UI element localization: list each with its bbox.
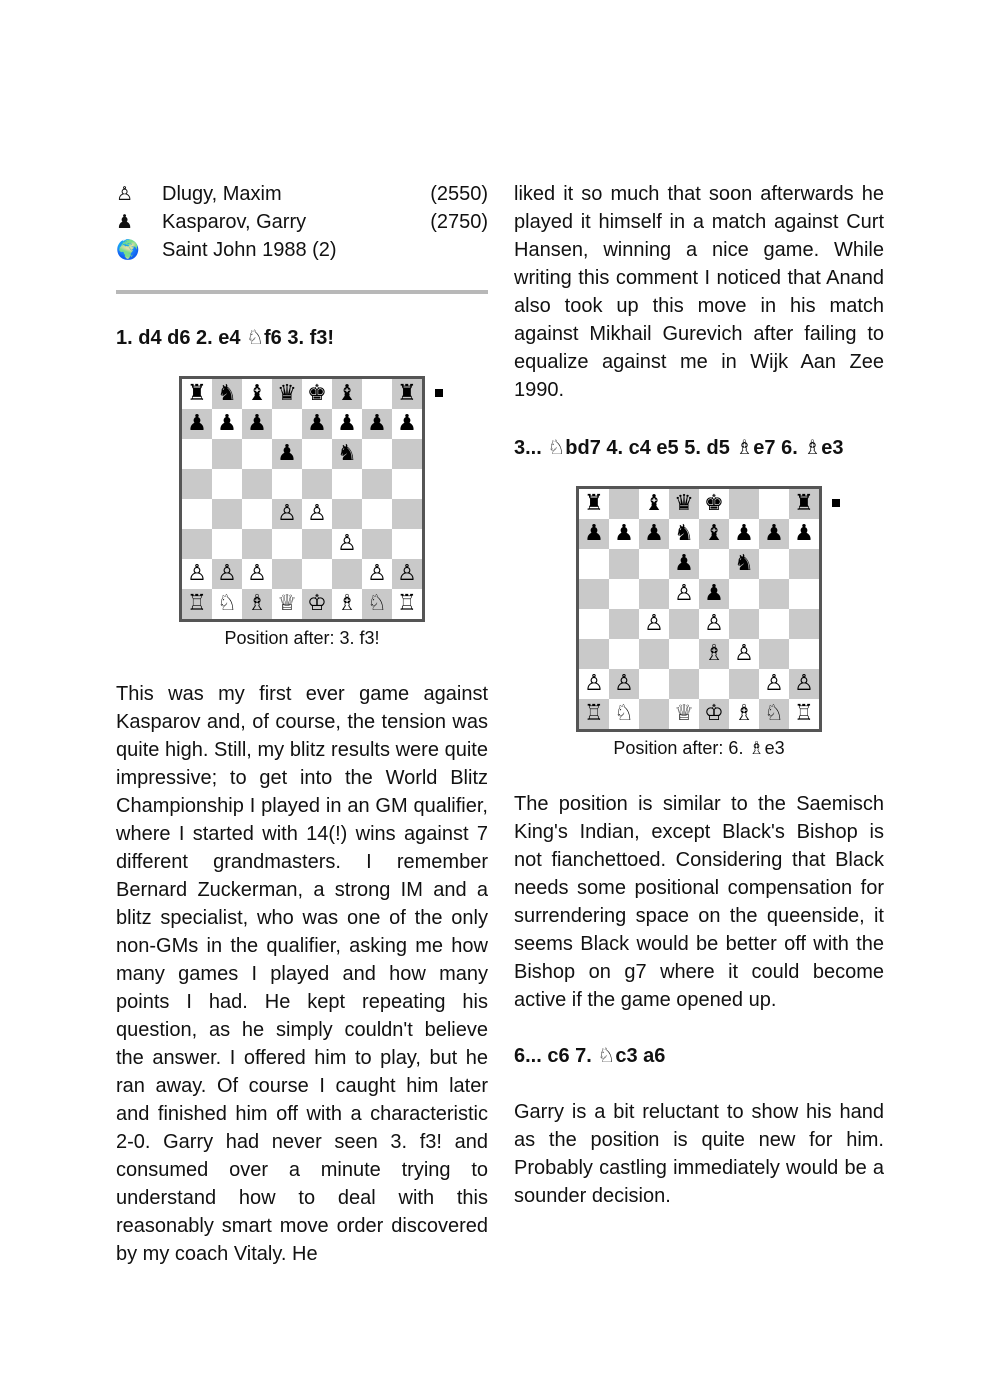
square-a7 xyxy=(182,409,212,439)
square-h1 xyxy=(789,699,819,729)
black-pawn-icon: ♟ xyxy=(116,211,134,233)
chess-piece: ♗ xyxy=(247,591,267,616)
chess-piece: ♗ xyxy=(337,591,357,616)
square-e7 xyxy=(699,519,729,549)
square-f6 xyxy=(729,549,759,579)
square-c1 xyxy=(639,699,669,729)
square-e5 xyxy=(699,579,729,609)
chess-piece: ♘ xyxy=(217,591,237,616)
square-b8 xyxy=(212,379,242,409)
chess-piece: ♜ xyxy=(187,381,207,406)
chess-piece: ♝ xyxy=(247,381,267,406)
square-d5 xyxy=(272,469,302,499)
square-d4 xyxy=(669,609,699,639)
square-c3 xyxy=(242,529,272,559)
header-separator xyxy=(116,290,488,294)
black-player-name: Kasparov, Garry xyxy=(162,211,307,233)
square-f6 xyxy=(332,439,362,469)
square-d1 xyxy=(669,699,699,729)
chess-piece: ♘ xyxy=(764,701,784,726)
square-c8 xyxy=(242,379,272,409)
square-b3 xyxy=(609,639,639,669)
chess-piece: ♟ xyxy=(674,551,694,576)
square-e7 xyxy=(302,409,332,439)
chess-piece: ♙ xyxy=(734,641,754,666)
square-g8 xyxy=(362,379,392,409)
chess-piece: ♙ xyxy=(217,561,237,586)
chess-piece: ♟ xyxy=(614,521,634,546)
square-c6 xyxy=(639,549,669,579)
black-to-move-marker xyxy=(832,499,840,507)
square-f1 xyxy=(332,589,362,619)
chess-piece: ♙ xyxy=(247,561,267,586)
chess-piece: ♙ xyxy=(764,671,784,696)
chess-piece: ♚ xyxy=(307,381,327,406)
chess-piece: ♙ xyxy=(367,561,387,586)
square-b5 xyxy=(212,469,242,499)
square-f2 xyxy=(729,669,759,699)
diagram-2 xyxy=(576,486,822,732)
chess-piece: ♛ xyxy=(674,491,694,516)
chess-piece: ♙ xyxy=(337,531,357,556)
square-g2 xyxy=(759,669,789,699)
square-c6 xyxy=(242,439,272,469)
square-a6 xyxy=(182,439,212,469)
chess-piece: ♔ xyxy=(704,701,724,726)
square-g6 xyxy=(759,549,789,579)
chess-piece: ♟ xyxy=(307,411,327,436)
square-b2 xyxy=(212,559,242,589)
square-g2 xyxy=(362,559,392,589)
square-b6 xyxy=(609,549,639,579)
square-a4 xyxy=(182,499,212,529)
square-g8 xyxy=(759,489,789,519)
square-a7 xyxy=(579,519,609,549)
square-h2 xyxy=(392,559,422,589)
event-name: Saint John 1988 (2) xyxy=(162,239,337,261)
square-a8 xyxy=(579,489,609,519)
square-e5 xyxy=(302,469,332,499)
square-c3 xyxy=(639,639,669,669)
chess-piece: ♙ xyxy=(397,561,417,586)
square-c4 xyxy=(242,499,272,529)
chess-piece: ♟ xyxy=(397,411,417,436)
paragraph-right-1: liked it so much that soon afterwards he played it himself in a match against Curt Hansen, winning a nice game. While writing this comment I noticed that Anand also took up this move in his match against Mikhail Gurevich after failing to equalize against me in Wijk Aan Zee 1990. xyxy=(514,183,884,401)
square-g3 xyxy=(362,529,392,559)
square-f1 xyxy=(729,699,759,729)
square-g5 xyxy=(362,469,392,499)
square-g4 xyxy=(759,609,789,639)
globe-icon: 🌍 xyxy=(116,239,140,261)
square-g7 xyxy=(362,409,392,439)
move-line-2: 3... ♘bd7 4. c4 e5 5. d5 ♗e7 6. ♗e3 xyxy=(514,437,844,459)
square-f7 xyxy=(332,409,362,439)
chess-board-2 xyxy=(576,486,822,732)
chess-piece: ♟ xyxy=(734,521,754,546)
square-b7 xyxy=(212,409,242,439)
square-a6 xyxy=(579,549,609,579)
square-d1 xyxy=(272,589,302,619)
white-player-name: Dlugy, Maxim xyxy=(162,183,282,205)
chess-piece: ♙ xyxy=(584,671,604,696)
square-f3 xyxy=(729,639,759,669)
chess-piece: ♙ xyxy=(307,501,327,526)
chess-piece: ♗ xyxy=(734,701,754,726)
square-g3 xyxy=(759,639,789,669)
square-g1 xyxy=(759,699,789,729)
square-e1 xyxy=(302,589,332,619)
square-g7 xyxy=(759,519,789,549)
chess-piece: ♙ xyxy=(187,561,207,586)
square-h1 xyxy=(392,589,422,619)
chess-piece: ♖ xyxy=(397,591,417,616)
square-h7 xyxy=(789,519,819,549)
square-d2 xyxy=(272,559,302,589)
square-f4 xyxy=(729,609,759,639)
square-g6 xyxy=(362,439,392,469)
chess-piece: ♞ xyxy=(217,381,237,406)
square-h5 xyxy=(789,579,819,609)
square-c5 xyxy=(242,469,272,499)
square-d3 xyxy=(669,639,699,669)
square-a4 xyxy=(579,609,609,639)
square-a2 xyxy=(579,669,609,699)
chess-piece: ♞ xyxy=(734,551,754,576)
square-f3 xyxy=(332,529,362,559)
square-c5 xyxy=(639,579,669,609)
chess-piece: ♔ xyxy=(307,591,327,616)
square-h3 xyxy=(392,529,422,559)
square-d6 xyxy=(272,439,302,469)
square-c4 xyxy=(639,609,669,639)
square-c1 xyxy=(242,589,272,619)
square-b2 xyxy=(609,669,639,699)
chess-piece: ♟ xyxy=(247,411,267,436)
square-a3 xyxy=(182,529,212,559)
chess-piece: ♞ xyxy=(337,441,357,466)
square-d8 xyxy=(669,489,699,519)
square-e8 xyxy=(302,379,332,409)
square-d4 xyxy=(272,499,302,529)
square-e3 xyxy=(699,639,729,669)
diagram-1-caption: Position after: 3. f3! xyxy=(224,628,380,648)
chess-piece: ♝ xyxy=(704,521,724,546)
square-d8 xyxy=(272,379,302,409)
chess-piece: ♙ xyxy=(277,501,297,526)
black-player-elo: (2750) xyxy=(430,211,488,233)
square-f7 xyxy=(729,519,759,549)
square-b5 xyxy=(609,579,639,609)
black-to-move-marker xyxy=(435,389,443,397)
chess-piece: ♜ xyxy=(397,381,417,406)
chess-piece: ♟ xyxy=(337,411,357,436)
right-column xyxy=(514,180,884,1210)
square-e2 xyxy=(302,559,332,589)
square-d5 xyxy=(669,579,699,609)
square-a5 xyxy=(182,469,212,499)
chess-piece: ♟ xyxy=(217,411,237,436)
chess-piece: ♘ xyxy=(614,701,634,726)
chess-board-1 xyxy=(179,376,425,622)
square-a8 xyxy=(182,379,212,409)
chess-piece: ♖ xyxy=(794,701,814,726)
chess-piece: ♟ xyxy=(644,521,664,546)
square-d2 xyxy=(669,669,699,699)
square-f8 xyxy=(729,489,759,519)
chess-piece: ♟ xyxy=(187,411,207,436)
chess-piece: ♟ xyxy=(794,521,814,546)
chess-piece: ♙ xyxy=(794,671,814,696)
chess-piece: ♙ xyxy=(674,581,694,606)
square-f2 xyxy=(332,559,362,589)
chess-piece: ♖ xyxy=(584,701,604,726)
square-h2 xyxy=(789,669,819,699)
chess-piece: ♙ xyxy=(614,671,634,696)
square-b8 xyxy=(609,489,639,519)
square-b1 xyxy=(212,589,242,619)
chess-piece: ♘ xyxy=(367,591,387,616)
square-c7 xyxy=(242,409,272,439)
chess-piece: ♙ xyxy=(704,611,724,636)
square-h4 xyxy=(392,499,422,529)
square-a3 xyxy=(579,639,609,669)
square-h8 xyxy=(789,489,819,519)
chess-piece: ♙ xyxy=(644,611,664,636)
diagram-1 xyxy=(179,376,425,622)
chess-piece: ♟ xyxy=(584,521,604,546)
square-d7 xyxy=(272,409,302,439)
square-g4 xyxy=(362,499,392,529)
chess-piece: ♝ xyxy=(337,381,357,406)
white-player-elo: (2550) xyxy=(430,183,488,205)
chess-piece: ♟ xyxy=(704,581,724,606)
square-e3 xyxy=(302,529,332,559)
square-e4 xyxy=(302,499,332,529)
square-g5 xyxy=(759,579,789,609)
square-c2 xyxy=(639,669,669,699)
square-d7 xyxy=(669,519,699,549)
square-a5 xyxy=(579,579,609,609)
square-h4 xyxy=(789,609,819,639)
left-column xyxy=(116,180,488,1268)
move-line-3: 6... c6 7. ♘c3 a6 xyxy=(514,1045,666,1067)
black-player-row xyxy=(116,208,488,236)
chess-piece: ♚ xyxy=(704,491,724,516)
event-row xyxy=(116,236,488,264)
chess-piece: ♕ xyxy=(674,701,694,726)
square-e4 xyxy=(699,609,729,639)
square-f5 xyxy=(729,579,759,609)
square-c7 xyxy=(639,519,669,549)
chess-piece: ♟ xyxy=(367,411,387,436)
white-pawn-icon: ♙ xyxy=(116,183,134,205)
square-d3 xyxy=(272,529,302,559)
square-h3 xyxy=(789,639,819,669)
square-h5 xyxy=(392,469,422,499)
chess-piece: ♖ xyxy=(187,591,207,616)
chess-piece: ♜ xyxy=(584,491,604,516)
square-e8 xyxy=(699,489,729,519)
chess-piece: ♞ xyxy=(674,521,694,546)
square-f8 xyxy=(332,379,362,409)
chess-piece: ♗ xyxy=(704,641,724,666)
square-h8 xyxy=(392,379,422,409)
chess-piece: ♛ xyxy=(277,381,297,406)
square-h6 xyxy=(789,549,819,579)
square-g1 xyxy=(362,589,392,619)
square-a2 xyxy=(182,559,212,589)
square-f4 xyxy=(332,499,362,529)
paragraph-left-1: This was my first ever game against Kasparov and, of course, the tension was quite high. Still, my blitz results were quite impressive; to get into the World Blitz Championship I played in an GM qualifier, where I started with 14(!) wins against 7 different grandmasters. I remember Bernard Zuckerman, a strong IM and a blitz specialist, who was one of the only non-GMs in the qualifier, asking me how many games I played and how many points I had. He kept repeating his question, as he simply couldn't believe the answer. I offered him to play, but he ran away. Of course I caught him later and finished him off with a characteristic 2-0. Garry had never seen 3. f3! and consumed over a minute trying to understand how to deal with this reasonably smart move order discovered by my coach Vitaly. He xyxy=(116,683,488,1265)
square-c8 xyxy=(639,489,669,519)
chess-piece: ♟ xyxy=(764,521,784,546)
white-player-row xyxy=(116,180,488,208)
square-a1 xyxy=(182,589,212,619)
paragraph-right-3: Garry is a bit reluctant to show his hand as the position is quite new for him. Probably castling immediately would be a sounder decision. xyxy=(514,1101,884,1207)
chess-piece: ♟ xyxy=(277,441,297,466)
chess-piece: ♜ xyxy=(794,491,814,516)
square-e1 xyxy=(699,699,729,729)
square-f5 xyxy=(332,469,362,499)
chess-piece: ♝ xyxy=(644,491,664,516)
square-e2 xyxy=(699,669,729,699)
square-b1 xyxy=(609,699,639,729)
diagram-2-caption: Position after: 6. ♗e3 xyxy=(613,738,785,758)
square-e6 xyxy=(699,549,729,579)
square-b6 xyxy=(212,439,242,469)
paragraph-right-2: The position is similar to the Saemisch King's Indian, except Black's Bishop is not fianchettoed. Considering that Black needs some positional compensation for surrendering space on the queenside, it seems Black would be better off with the Bishop on g7 where it could become active if the game opened up. xyxy=(514,793,884,1011)
square-c2 xyxy=(242,559,272,589)
square-h6 xyxy=(392,439,422,469)
square-a1 xyxy=(579,699,609,729)
square-b4 xyxy=(212,499,242,529)
square-b4 xyxy=(609,609,639,639)
chess-piece: ♕ xyxy=(277,591,297,616)
move-line-1: 1. d4 d6 2. e4 ♘f6 3. f3! xyxy=(116,327,335,349)
square-b3 xyxy=(212,529,242,559)
square-b7 xyxy=(609,519,639,549)
square-d6 xyxy=(669,549,699,579)
square-e6 xyxy=(302,439,332,469)
square-h7 xyxy=(392,409,422,439)
